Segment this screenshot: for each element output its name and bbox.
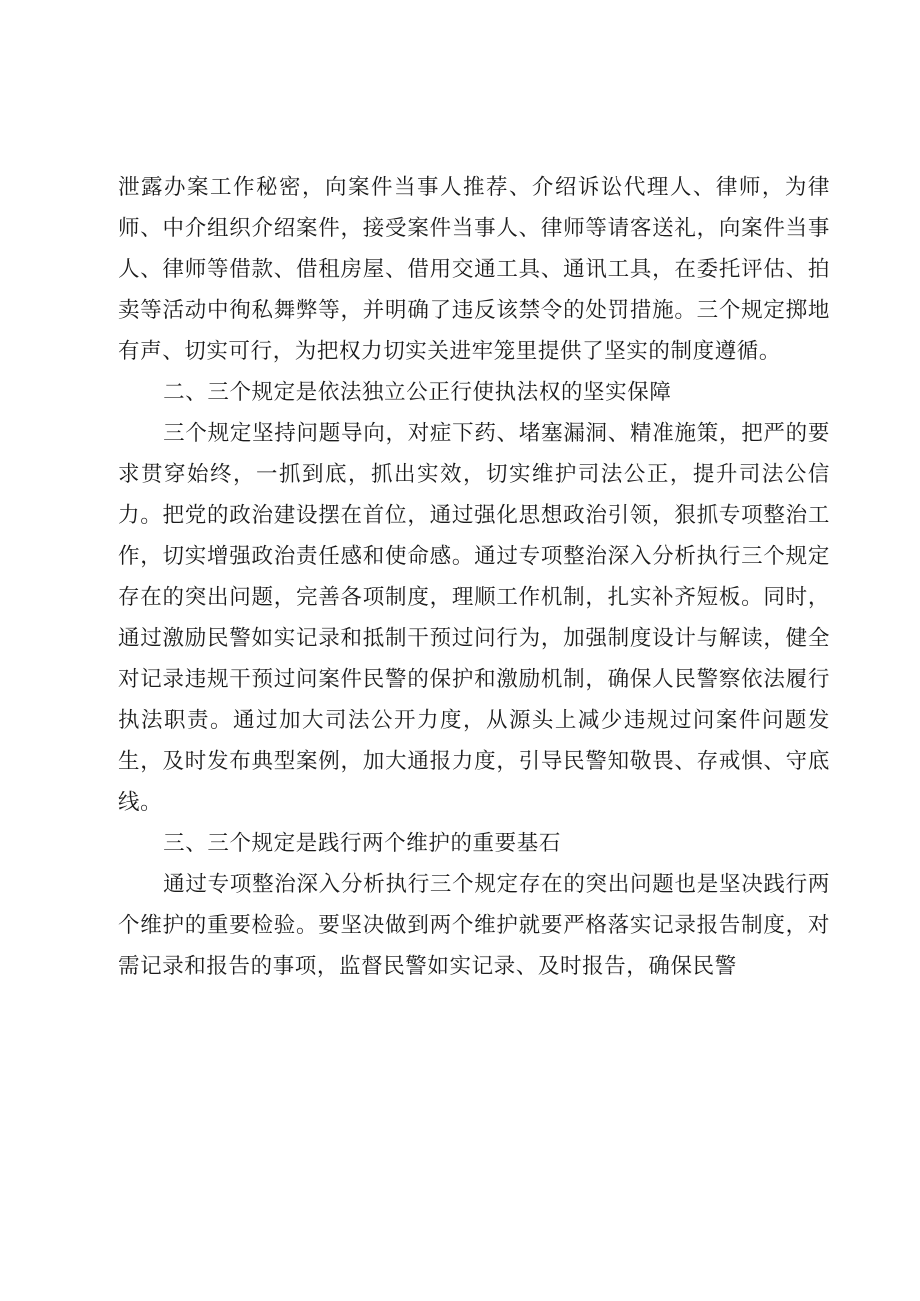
paragraph-section-2: 三个规定坚持问题导向，对症下药、堵塞漏洞、精准施策，把严的要求贯穿始终，一抓到底，抓出实效，切实维护司法公正，提升司法公信力。把党的政治建设摆在首位，通过强化思想政治引领，狠抓专项整治工作，切实增强政治责任感和使命感。通过专项整治深入分析执行三个规定存在的突出问题，完善各项制度，理顺工作机制，扎实补齐短板。同时，通过激励民警如实记录和抵制干预过问行为，加强制度设计与解读，健全对记录违规干预过问案件民警的保护和激励机制，确保人民警察依法履行执法职责。通过加大司法公开力度，从源头上减少违规过问案件问题发生，及时发布典型案例，加大通报力度，引导民警知敬畏、存戒惧、守底线。 [118, 421, 830, 815]
paragraph-section-3: 通过专项整治深入分析执行三个规定存在的突出问题也是坚决践行两个维护的重要检验。要坚决做到两个维护就要严格落实记录报告制度，对需记录和报告的事项，监督民警如实记录、及时报告，确保民警 [118, 872, 830, 979]
document-body [118, 167, 830, 987]
section-heading-2: 二、三个规定是依法独立公正行使执法权的坚实保障 [163, 380, 672, 405]
section-heading-3: 三、三个规定是践行两个维护的重要基石 [163, 831, 561, 856]
paragraph-continuation: 泄露办案工作秘密，向案件当事人推荐、介绍诉讼代理人、律师，为律师、中介组织介绍案件，接受案件当事人、律师等请客送礼，向案件当事人、律师等借款、借租房屋、借用交通工具、通讯工具，在委托评估、拍卖等活动中徇私舞弊等，并明确了违反该禁令的处罚措施。三个规定掷地有声、切实可行，为把权力切实关进牢笼里提供了坚实的制度遵循。 [118, 175, 830, 364]
